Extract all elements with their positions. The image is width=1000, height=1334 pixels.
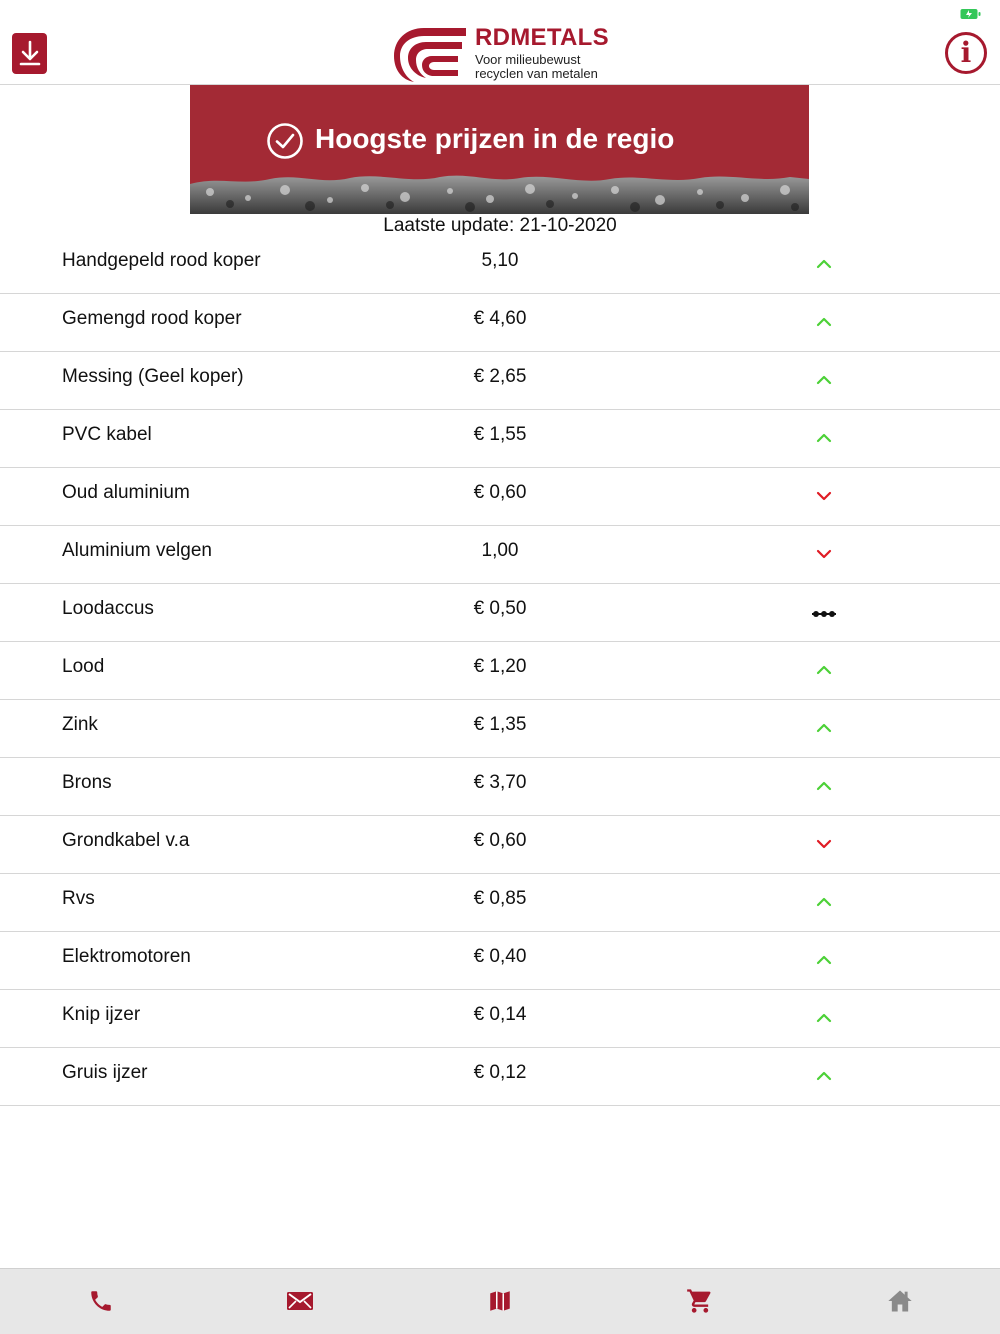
metal-price: 5,10 [481,250,519,271]
metal-name: Gemengd rood koper [62,308,242,329]
app-header [0,0,1000,85]
scrap-metal-image [190,170,809,214]
metal-name: Elektromotoren [62,946,191,967]
trend-up-icon [810,950,838,970]
price-row[interactable] [0,410,1000,468]
price-row[interactable] [0,1048,1000,1106]
info-button[interactable] [945,32,987,74]
trend-up-icon [810,1066,838,1086]
metal-price: € 0,60 [473,830,527,851]
phone-icon [88,1288,114,1314]
brand-logo [392,24,612,84]
price-row[interactable] [0,236,1000,294]
price-row[interactable] [0,526,1000,584]
price-row[interactable] [0,642,1000,700]
trend-up-icon [810,718,838,738]
price-row[interactable] [0,352,1000,410]
price-row[interactable] [0,584,1000,642]
brand-tagline [475,53,615,81]
metal-name: Rvs [62,888,95,909]
metal-name: Lood [62,656,105,677]
trend-up-icon [810,660,838,680]
trend-up-icon [810,370,838,390]
price-row[interactable] [0,816,1000,874]
trend-down-icon [810,486,838,506]
metal-price: € 2,65 [473,366,527,387]
check-circle-icon [266,122,304,160]
brand-name: RDMETALS [475,24,609,51]
mail-icon [286,1290,314,1312]
trend-up-icon [810,254,838,274]
metal-name: Knip ijzer [62,1004,141,1025]
metal-name: Grondkabel v.a [62,830,190,851]
brand-tagline-line1: Voor milieubewust [475,52,581,67]
home-icon [886,1287,914,1315]
download-button[interactable] [12,33,47,74]
trend-unchanged-icon [810,602,838,622]
metal-name: Loodaccus [62,598,154,619]
trend-up-icon [810,1008,838,1028]
metal-price: 1,00 [481,540,519,561]
metal-name: Aluminium velgen [62,540,212,561]
tab-home[interactable] [885,1286,915,1316]
trend-up-icon [810,776,838,796]
metal-name: Messing (Geel koper) [62,366,244,387]
map-icon [487,1288,513,1314]
metal-price: € 0,14 [473,1004,527,1025]
metal-price: € 0,12 [473,1062,527,1083]
info-icon: i [960,36,972,69]
promo-banner [190,85,809,214]
price-row[interactable] [0,758,1000,816]
price-row[interactable] [0,700,1000,758]
cart-icon [686,1287,714,1315]
last-update-text: Laatste update: 21-10-2020 [383,215,617,236]
metal-price: € 1,20 [473,656,527,677]
brand-tagline-line2: recyclen van metalen [475,66,598,81]
price-row[interactable] [0,874,1000,932]
banner-headline: Hoogste prijzen in de regio [315,123,675,154]
tab-mail[interactable] [285,1286,315,1316]
metal-price: € 0,50 [473,598,527,619]
trend-up-icon [810,892,838,912]
price-row[interactable] [0,932,1000,990]
trend-up-icon [810,312,838,332]
price-row[interactable] [0,990,1000,1048]
metal-price: € 4,60 [473,308,527,329]
metal-price: € 0,85 [473,888,527,909]
download-icon [19,40,41,68]
tab-cart[interactable] [685,1286,715,1316]
trend-down-icon [810,544,838,564]
metal-price: € 1,55 [473,424,527,445]
metal-price: € 0,40 [473,946,527,967]
metal-price: € 3,70 [473,772,527,793]
metal-price: € 1,35 [473,714,527,735]
metal-name: Handgepeld rood koper [62,250,261,271]
tab-map[interactable] [485,1286,515,1316]
trend-up-icon [810,428,838,448]
price-row[interactable] [0,294,1000,352]
trend-down-icon [810,834,838,854]
price-row[interactable] [0,468,1000,526]
metal-name: Zink [62,714,98,735]
metal-name: Gruis ijzer [62,1062,148,1083]
metal-name: PVC kabel [62,424,152,445]
metal-price: € 0,60 [473,482,527,503]
bottom-tab-bar [0,1268,1000,1334]
price-list[interactable] [0,236,1000,1122]
metal-name: Brons [62,772,112,793]
metal-name: Oud aluminium [62,482,190,503]
tab-phone[interactable] [86,1286,116,1316]
logo-mark-icon [392,26,472,82]
